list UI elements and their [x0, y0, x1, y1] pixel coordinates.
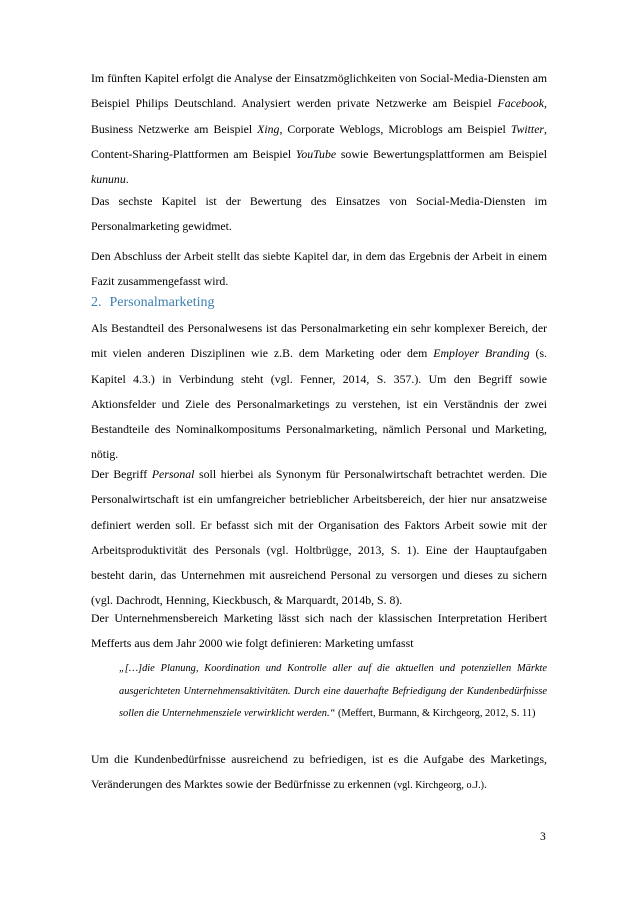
text-run: soll hierbei als Synonym für Personalwirtschaft betrachtet werden. Die Personalwirtschaft ist ein umfangreicher betrieblicher Arbeitsbereich, der hier nur ansatzweise definiert werden soll. Er befasst sich mit der Organisation des Faktors Arbeit sowie mit der Arbeitsproduktivität des Personals (vgl. Holtbrügge, 2013, S. 1). Eine der Hauptaufgaben besteht darin, das Unternehmen mit ausreichend Personal zu versorgen und dieses zu sichern (vgl. Dachrodt, Henning, Kieckbusch, & Marquardt, 2014b, S. 8). [91, 467, 547, 608]
emphasis-twitter: Twitter [510, 121, 545, 136]
text-run: Im fünften Kapitel erfolgt die Analyse der Einsatzmöglichkeiten von Social-Media-Diensten am Beispiel Philips Deutschland. Analysiert werden private Netzwerke am Beispiel [91, 71, 547, 111]
text-run: Der Begriff [91, 467, 152, 481]
emphasis-facebook: Facebook [497, 96, 545, 111]
text-run: , Corporate Weblogs, Microblogs am Beispiel [279, 121, 511, 136]
block-quote [119, 658, 547, 726]
emphasis-kununu: kununu [91, 172, 126, 187]
quote-text: „[…]die Planung, Koordination und Kontrolle aller auf die aktuellen und potenziellen Märkte ausgerichteten Unternehmensaktivitäten. Durch eine dauerhafte Befriedigung der Kundenbedürfnisse sollen die Unternehmensziele verwirklicht werden.“ [119, 663, 547, 719]
emphasis-employer-branding: Employer Branding [433, 346, 530, 361]
text-run: . [484, 777, 487, 792]
paragraph-marketing-definition: Der Unternehmensbereich Marketing lässt sich nach der klassischen Interpretation Heribert Mefferts aus dem Jahr 2000 wie folgt definieren: Marketing umfasst [91, 611, 547, 651]
paragraph-personal-definition [91, 462, 547, 614]
citation: (vgl. Kirchgeorg, o.J.) [393, 780, 485, 792]
emphasis-youtube: YouTube [295, 146, 337, 161]
text-run: Als Bestandteil des Personalwesens ist das Personalmarketing ein sehr komplexer Bereich, der mit vielen anderen Disziplinen wie z.B. dem Marketing oder dem [91, 321, 547, 361]
paragraph-chapter-seven: Den Abschluss der Arbeit stellt das siebte Kapitel dar, in dem das Ergebnis der Arbeit in einem Fazit zusammengefasst wird. [91, 249, 547, 289]
section-heading [91, 294, 214, 312]
emphasis-personal: Personal [151, 467, 195, 481]
text-run: (s. Kapitel 4.3.) in Verbindung steht (vgl. Fenner, 2014, S. 357.). Um den Begriff sowie Aktionsfelder und Ziele des Personalmarketings zu verstehen, ist ein Verständnis der zwei Bestandteile des Nominalkompositums Personalmarketing, nämlich Personal und Marketing, nötig. [91, 346, 547, 462]
text-run: , Business Netzwerke am Beispiel [91, 96, 547, 136]
emphasis-xing: Xing [257, 121, 280, 136]
page-number: 3 [540, 831, 546, 843]
quote-source: (Meffert, Burmann, & Kirchgeorg, 2012, S. 11) [335, 708, 536, 719]
section-title: Personalmarketing [109, 295, 215, 310]
paragraph-personalmarketing-intro [91, 316, 547, 468]
text-run: Um die Kundenbedürfnisse ausreichend zu befriedigen, ist es die Aufgabe des Marketings, Veränderungen des Marktes sowie der Bedürfnisse zu erkennen [91, 752, 547, 792]
paragraph-customer-needs [91, 747, 547, 799]
section-number: 2. [91, 295, 102, 310]
paragraph-chapter-six: Das sechste Kapitel ist der Bewertung des Einsatzes von Social-Media-Diensten im Personalmarketing gewidmet. [91, 194, 547, 234]
text-run: , Content-Sharing-Plattformen am Beispiel [91, 121, 547, 161]
text-run: . [125, 172, 129, 187]
text-run: sowie Bewertungsplattformen am Beispiel [336, 146, 547, 161]
paragraph-chapter-five [91, 66, 547, 192]
